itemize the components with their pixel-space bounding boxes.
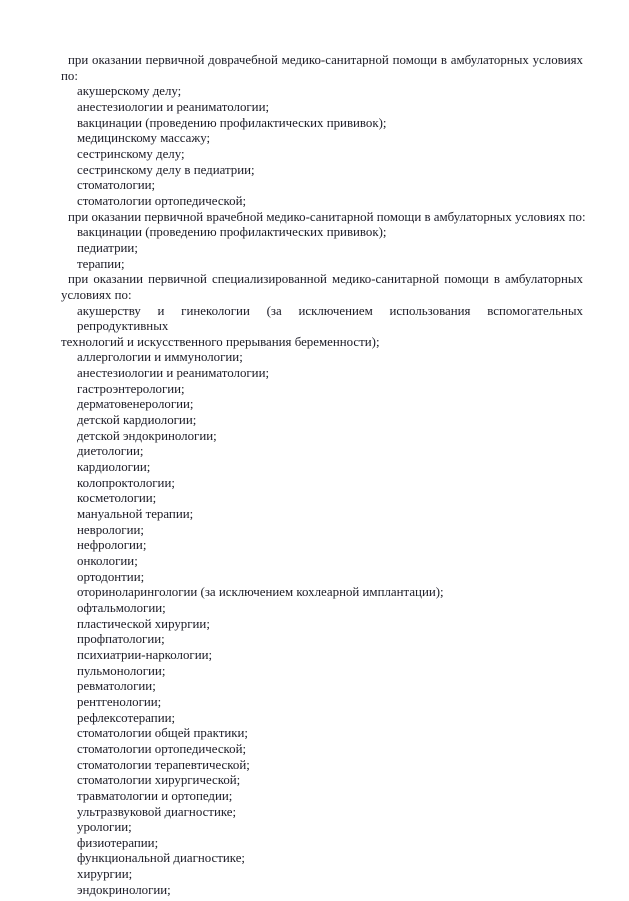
- text-line: рентгенологии;: [77, 694, 162, 709]
- text-line: педиатрии;: [77, 240, 138, 255]
- text-line: стоматологии терапевтической;: [77, 757, 250, 772]
- text-line: при оказании первичной врачебной медико-санитарной помощи в амбулаторных условиях по:: [68, 209, 586, 224]
- text-line: рефлексотерапии;: [77, 710, 176, 725]
- text-line: акушерскому делу;: [77, 84, 182, 99]
- text-line: физиотерапии;: [77, 835, 159, 850]
- text-line: травматологии и ортопедии;: [77, 788, 233, 803]
- text-line: сестринскому делу;: [77, 146, 185, 161]
- text-line: оториноларингологии (за исключением кохлеарной имплантации);: [77, 585, 444, 600]
- text-line: эндокринологии;: [77, 882, 171, 897]
- text-line: акушерству и гинекологии (за исключением использования вспомогательных репродуктивных: [77, 303, 583, 334]
- text-line: нефрологии;: [77, 538, 147, 553]
- text-line: диетологии;: [77, 444, 144, 459]
- text-line: урологии;: [77, 820, 132, 835]
- text-line: при оказании первичной доврачебной медико-санитарной помощи в амбулаторных условиях: [68, 53, 583, 67]
- text-line: онкологии;: [77, 554, 138, 568]
- text-line: колопроктологии;: [77, 475, 175, 490]
- text-line: при оказании первичной специализированной медико-санитарной помощи в амбулаторных: [68, 272, 583, 287]
- text-line: пульмонологии;: [77, 663, 166, 678]
- text-line: неврологии;: [77, 522, 144, 537]
- text-line: пластической хирургии;: [77, 616, 210, 631]
- text-line: сестринскому делу в педиатрии;: [77, 162, 255, 177]
- text-line: анестезиологии и реаниматологии;: [77, 99, 270, 114]
- text-line: вакцинации (проведению профилактических прививок);: [77, 225, 387, 240]
- text-line: косметологии;: [77, 491, 157, 506]
- text-line: медицинскому массажу;: [77, 131, 211, 146]
- text-line: условиях по:: [61, 287, 132, 302]
- text-line: по:: [61, 68, 78, 83]
- text-line: кардиологии;: [77, 460, 151, 475]
- text-line: стоматологии хирургической;: [77, 773, 241, 788]
- text-line: детской кардиологии;: [77, 413, 197, 428]
- text-line: терапии;: [77, 256, 125, 271]
- text-line: хирургии;: [77, 867, 133, 882]
- text-line: вакцинации (проведению профилактических прививок);: [77, 115, 387, 130]
- text-line: ревматологии;: [77, 679, 156, 694]
- text-line: мануальной терапии;: [77, 507, 194, 522]
- text-line: стоматологии;: [77, 178, 156, 193]
- text-line: анестезиологии и реаниматологии;: [77, 366, 270, 381]
- text-line: аллергологии и иммунологии;: [77, 350, 243, 365]
- text-line: ультразвуковой диагностике;: [77, 804, 237, 819]
- document-text-block: [61, 53, 586, 898]
- text-line: офтальмологии;: [77, 600, 166, 615]
- text-line: технологий и искусственного прерывания беременности);: [61, 334, 380, 349]
- text-line: дерматовенерологии;: [77, 397, 194, 412]
- text-line: ортодонтии;: [77, 569, 145, 584]
- text-line: профпатологии;: [77, 632, 165, 647]
- text-line: психиатрии-наркологии;: [77, 647, 213, 662]
- text-line: детской эндокринологии;: [77, 428, 217, 443]
- text-line: стоматологии ортопедической;: [77, 741, 247, 756]
- text-line: гастроэнтерологии;: [77, 381, 185, 396]
- text-line: функциональной диагностике;: [77, 851, 246, 866]
- text-line: стоматологии ортопедической;: [77, 193, 247, 208]
- text-line: стоматологии общей практики;: [77, 726, 248, 741]
